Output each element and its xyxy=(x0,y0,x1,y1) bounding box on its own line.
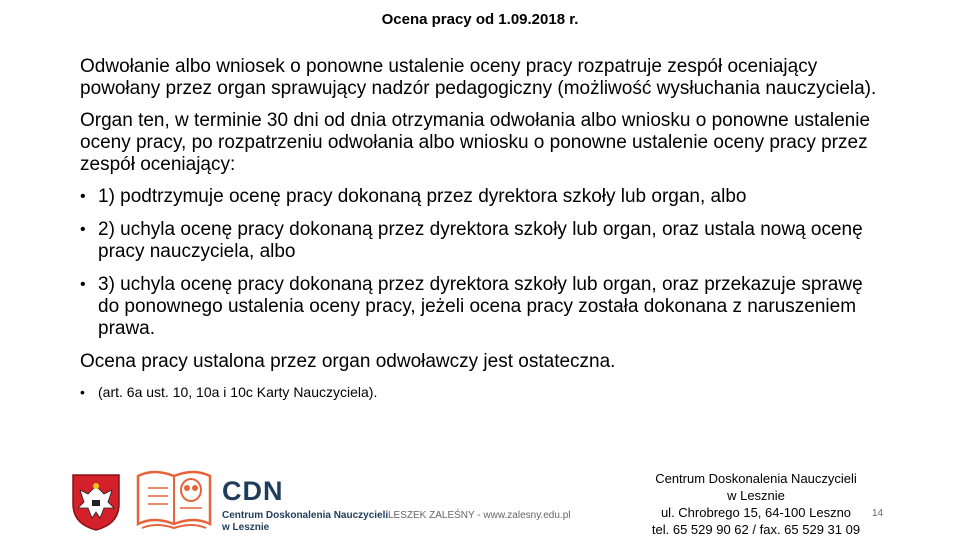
closing-statement: Ocena pracy ustalona przez organ odwoławczy jest ostateczna. xyxy=(80,351,616,372)
cdn-logo-text: CDN xyxy=(222,476,284,506)
address-line-3: ul. Chrobrego 15, 64-100 Leszno xyxy=(660,505,852,520)
paragraph-1: Odwołanie albo wniosek o ponowne ustalenie oceny pracy rozpatruje zespół oceniający powołany przez organ sprawujący nadzór pedagogiczny (możliwość wysłuchania nauczyciela). xyxy=(80,56,877,99)
bullet-list xyxy=(80,186,880,340)
address-line-4: tel. 65 529 90 62 / fax. 65 529 31 09 xyxy=(651,522,861,537)
cdn-subtitle-city: w Lesznie xyxy=(222,522,270,533)
slide-title: Ocena pracy od 1.09.2018 r. xyxy=(381,11,579,28)
bullet-item-2: • 2) uchyla ocenę pracy dokonaną przez dyrektora szkoły lub organ, oraz ustala nową ocenę pracy nauczyciela, albo xyxy=(80,219,880,263)
bullet-item-3: • 3) uchyla ocenę pracy dokonaną przez dyrektora szkoły lub organ, oraz przekazuje sprawę do ponownego ustalenia oceny pracy, jeżeli ocena pracy została dokonana z naruszeniem prawa. xyxy=(80,274,880,340)
cdn-subtitle-bold: Centrum Doskonalenia Nauczycieli xyxy=(222,510,389,521)
coat-of-arms-icon xyxy=(70,472,122,532)
slide-content xyxy=(80,56,880,401)
citation: • (art. 6a ust. 10, 10a i 10c Karty Nauczyciela). xyxy=(80,383,880,401)
paragraph-2: Organ ten, w terminie 30 dni od dnia otrzymania odwołania albo wniosku o ponowne ustalenie oceny pracy, po rozpatrzeniu odwołania albo wniosku o ponowne ustalenie oceny pracy przez zespół oceniający: xyxy=(80,110,871,175)
address-line-2: w Lesznie xyxy=(727,488,785,503)
cdn-logo-subtitle xyxy=(222,510,402,534)
footer-branding xyxy=(70,466,590,536)
bullet-item-1: • 1) podtrzymuje ocenę pracy dokonaną przez dyrektora szkoły lub organ, albo xyxy=(80,186,880,208)
address-line-1: Centrum Doskonalenia Nauczycieli xyxy=(655,471,857,486)
footer-address xyxy=(636,470,876,538)
author-credit: LESZEK ZALEŚNY - www.zalesny.edu.pl xyxy=(388,510,571,521)
slide-number: 14 xyxy=(872,508,884,519)
